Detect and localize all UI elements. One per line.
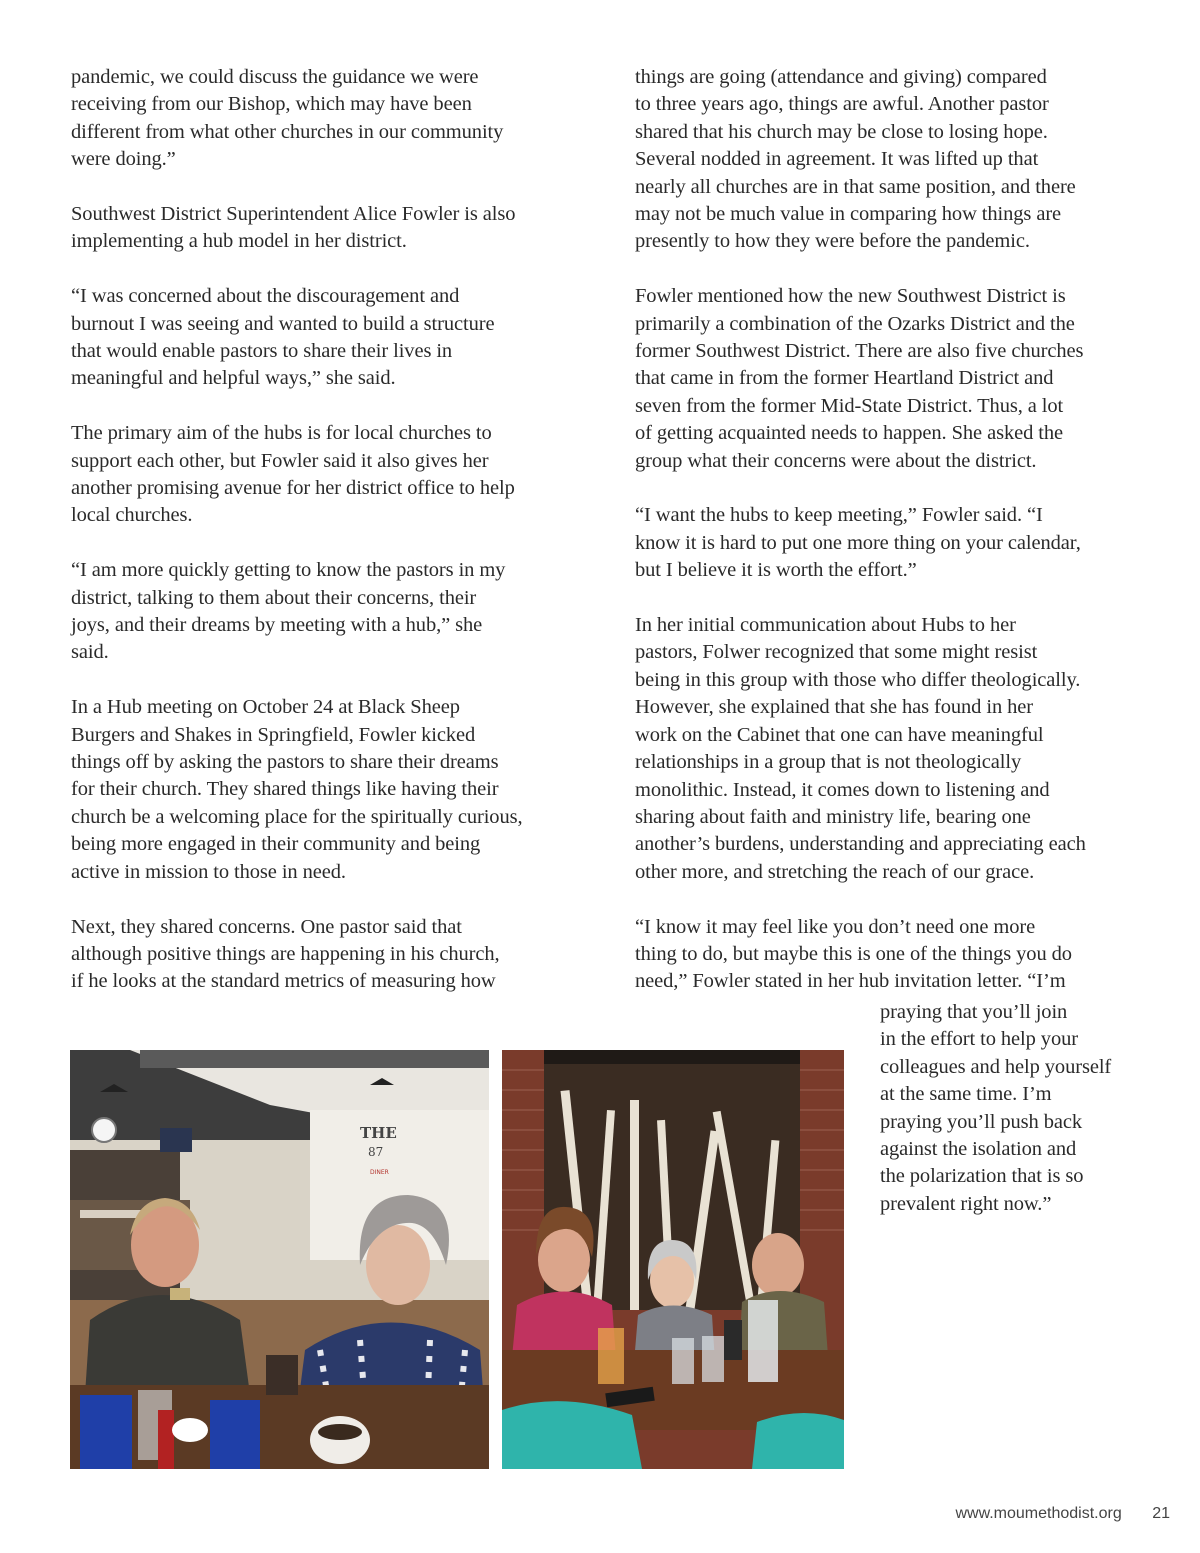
left-column bbox=[71, 64, 571, 996]
footer-url[interactable]: www.moumethodist.org bbox=[955, 1505, 1122, 1522]
paragraph: Southwest District Superintendent Alice Fowler is also implementing a hub model in her district. bbox=[71, 203, 516, 253]
paragraph: The primary aim of the hubs is for local churches to support each other, but Fowler said it also gives her another promising avenue for her district office to help local churches. bbox=[71, 422, 515, 527]
paragraph: pandemic, we could discuss the guidance we were receiving from our Bishop, which may have been different from what other churches in our community were doing.” bbox=[71, 66, 504, 171]
paragraph: “I was concerned about the discouragement and burnout I was seeing and wanted to build a structure that would enable pastors to share their lives in meaningful and helpful ways,” she said. bbox=[71, 285, 495, 390]
page-footer bbox=[955, 1505, 1170, 1523]
paragraph: “I am more quickly getting to know the pastors in my district, talking to them about their concerns, their joys, and their dreams by meeting with a hub,” she said. bbox=[71, 559, 506, 664]
photo-diner-meeting bbox=[70, 1050, 489, 1469]
photo-restaurant-table bbox=[502, 1050, 844, 1469]
paragraph: Fowler mentioned how the new Southwest District is primarily a combination of the Ozarks District and the former Southwest District. There are also five churches that came in from the former Heartland District and seven from the former Mid-State District. Thus, a lot of getting acquainted needs to happen. She asked the group what their concerns were about the district. bbox=[635, 285, 1084, 472]
paragraph: “I want the hubs to keep meeting,” Fowler said. “I know it is hard to put one more thing on your calendar, but I believe it is worth the effort.” bbox=[635, 504, 1081, 582]
sign-text: 87 bbox=[368, 1145, 384, 1159]
quote-continuation: praying that you’ll join in the effort to help your colleagues and help yourself at the same time. I’m praying you’ll push back against the isolation and the polarization that is so prevalent right now.” bbox=[880, 1001, 1112, 1215]
paragraph: “I know it may feel like you don’t need one more thing to do, but maybe this is one of the things you do need,” Fowler stated in her hub invitation letter. “I’m bbox=[635, 915, 1072, 993]
right-column bbox=[635, 64, 1135, 996]
sign-text: DINER bbox=[370, 1169, 389, 1176]
paragraph: Next, they shared concerns. One pastor said that although positive things are happening in his church, if he looks at the standard metrics of measuring how bbox=[71, 915, 500, 993]
paragraph: In her initial communication about Hubs to her pastors, Folwer recognized that some might resist being in this group with those who differ theologically. However, she explained that she has found in her work on the Cabinet that one can have meaningful relationships in a group that is not theologically monolithic. Instead, it comes down to listening and sharing about faith and ministry life, bearing one another’s burdens, understanding and appreciating each other more, and stretching the reach of our grace. bbox=[635, 614, 1086, 883]
paragraph: things are going (attendance and giving) compared to three years ago, things are awful. Another pastor shared that his church may be close to losing hope. Several nodded in agreement. It was lifted up that nearly all churches are in that same position, and there may not be much value in comparing how things are presently to how they were before the pandemic. bbox=[635, 66, 1076, 253]
paragraph: In a Hub meeting on October 24 at Black Sheep Burgers and Shakes in Springfield, Fowler kicked things off by asking the pastors to share their dreams for their church. They shared things like having their church be a welcoming place for the spiritually curious, being more engaged in their community and being active in mission to those in need. bbox=[71, 696, 523, 883]
page-number: 21 bbox=[1152, 1505, 1170, 1522]
sign-text: THE bbox=[360, 1124, 397, 1142]
